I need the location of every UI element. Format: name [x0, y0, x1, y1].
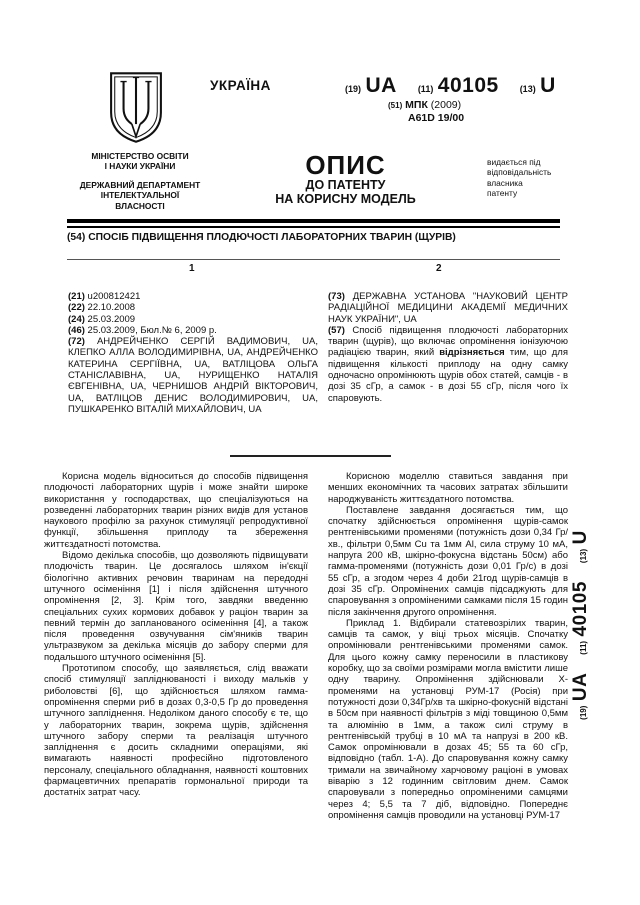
bibliographic-right-column — [328, 291, 568, 404]
description-paragraph: Приклад 1. Відбирали статевозрілих тварин, самців та самок, у віці трьох місяців. Спочатку опромінювали рентгенівськими променями самок. Для цього кожну самку переносили в пластикову коробку, що за своїми розмірами могла вмістити лише одну тварину. Опромінення здійснювали Х-променями на установці РУМ-17 (Росія) при потужності дози 0,34Гр/хв та шкірно-фокусній відстані в 50см при наявності фільтрів з міді товщиною 0,5мм та алюмінію в 1мм, а також силі струму в рентгенівській трубці в 10 мА та напрузі в 200 кВ. Самок опромінювали в дозах 45; 55 та 60 сГр, відповідно (табл. 1-А). До спаровування кожну самку тримали на звичайному харчовому раціоні в умовах віварію з 12 годинним світловим днем. Самок спаровували з попередньо опроміненими самцями через 4; 5,5 та 7 діб, відповідно. Попереднє опромінення самців проводили на установці РУМ-17 — [328, 617, 568, 821]
description-paragraph: Поставлене завдання досягається тим, що спочатку здійснюється опромінення щурів-самок рентгенівськими променями (потужність дози 0,34 Гр/хв., фільтри 0,5мм Cu та 1мм Al, сила струму 10 мА, напруга 200 кВ, шкірно-фокусна відстань 50см) або гамма-променями (потужність дози 0,01 Гр/с) в дозі 55 сГр, а згодом через 4 доби 21год щурів-самців в дозі 35 сГр. Опромінених самців підсаджують для спаровування з опроміненими самками після 15 годин після закінчення другого опромінення. — [328, 504, 568, 618]
title-underline — [67, 259, 560, 260]
application-number: (21) u200812421 — [68, 291, 141, 302]
publication-number-vertical: (11) 40105 — [570, 581, 591, 655]
ministry-name: МІНІСТЕРСТВО ОСВІТИ І НАУКИ УКРАЇНИ — [91, 151, 189, 172]
description-paragraph: Корисна модель відноситься до способів підвищення плодючості лабораторних щурів і може знайти широке використання у господарствах, що спеціалізуються на розведенні лабораторних тварин різних видів для установ наукового профілю за рахунок стимуляції репродуктивної функції, збільшення приплоду та збереження життєздатності потомства. — [44, 471, 308, 550]
publication-codes — [345, 74, 577, 98]
department-name: ДЕРЖАВНИЙ ДЕПАРТАМЕНТ ІНТЕЛЕКТУАЛЬНОЇ ВЛАСНОСТІ — [79, 180, 201, 211]
kind-code: (13) U — [519, 74, 556, 97]
ukraine-coat-of-arms-icon — [108, 71, 164, 144]
column-marker-2: 2 — [436, 263, 442, 274]
description-paragraph: Прототипом способу, що заявляється, слід вважати спосіб стимуляції запліднюваності і виходу мальків у риболовстві [6], що здійснюється шляхом гамма-опромінення сперми риб в дозах 0,3-0,5 Гр до проведення штучного запліднення. Недоліком даного способу є те, що у лабораторних тварин, зокрема щурів, здійснення штучного забору сперми та реалізація штучного запліднення є досить складними операціями, які вимагають наявності професійно підготовленого персоналу, спеціального обладнання, наявності коштовних фармацевтичних препаратів гормональної природи та достатніх затрат часу. — [44, 663, 308, 799]
abstract: (57) Спосіб підвищення плодючості лабораторних тварин (щурів), що включає опромінення іонізуючою радіацією тварин, який відрізняється тим, що для підвищення кількості приплоду на одну самку одночасно опромінюють щурів обох статей, самців - в дозі 35 сГр, а самок - в дозі 55 сГр, після чого їх спаровують. — [328, 324, 568, 404]
publication-number: (11) 40105 — [417, 74, 499, 97]
header-rule-thin — [67, 226, 560, 228]
ipc-class: A61D 19/00 — [408, 112, 465, 124]
vertical-publication-codes — [570, 495, 610, 755]
inventors-list: (72) АНДРЕЙЧЕНКО СЕРГІЙ ВАДИМОВИЧ, UA, КЛЕПКО АЛЛА ВОЛОДИМИРІВНА, UA, АНДРЕЙЧЕНКО КАТЕРИНА СЕРГІЇВНА, UA, ВАТЛІЦОВА ОЛЬГА СТАНІСЛАВІВНА, UA, НУРИЩЕНКО НАТАЛІЯ ЄВГЕНІВНА, UA, ЧЕРНИШОВ АНДРІЙ ВІКТОРОВИЧ, UA, ВАТЛІЦОВ ДЕНИС ВОЛОДИМИРОВИЧ, UA, ПУШКАРЕНКО ВІТАЛІЙ МИХАЙЛОВИЧ, UA — [68, 336, 318, 415]
country-code-vertical: (19) UA — [570, 672, 591, 720]
patent-owner: (73) ДЕРЖАВНА УСТАНОВА "НАУКОВИЙ ЦЕНТР РАДІАЦІЙНОЇ МЕДИЦИНИ АКАДЕМІЇ МЕДИЧНИХ НАУК УКРАЇНИ", UA — [328, 291, 569, 325]
country-code: (19) UA — [345, 74, 397, 97]
country-label: УКРАЇНА — [210, 78, 271, 93]
filing-date: (22) 22.10.2008 — [68, 302, 136, 314]
doc-type-line1: ОПИС — [305, 150, 386, 180]
doc-type-line2: ДО ПАТЕНТУ — [305, 178, 386, 192]
section-separator-line — [230, 455, 391, 457]
description-paragraph: Корисною моделлю ставиться завдання при менших економічних та часових затратах збільшити народжуваність життєздатного потомства. — [328, 471, 568, 505]
kind-code-vertical: (13) U — [570, 530, 591, 564]
description-right-column — [328, 471, 568, 821]
invention-title: (54) СПОСІБ ПІДВИЩЕННЯ ПЛОДЮЧОСТІ ЛАБОРАТОРНИХ ТВАРИН (ЩУРІВ) — [67, 232, 456, 243]
bibliographic-left-column — [68, 291, 318, 415]
doc-type-line3: НА КОРИСНУ МОДЕЛЬ — [275, 191, 416, 206]
effective-date: (24) 25.03.2009 — [68, 313, 136, 325]
ipc-heading: (51) МПК (2009) — [388, 99, 462, 111]
header-rule-thick — [67, 219, 560, 223]
document-type-title — [268, 151, 423, 206]
description-left-column — [44, 471, 308, 799]
publication-info: (46) 25.03.2009, Бюл.№ 6, 2009 р. — [68, 324, 217, 336]
description-paragraph: Відомо декілька способів, що дозволяють підвищувати плодючість тварин. Це досягалось шляхом ін'єкції біологічно активних речовин тваринам на передодні штучного осіменіння [1] і після здійснення штучного опромінення [2, 3]. Крім того, завдяки введенню спеціальних сухих кормових добавок у раціон тварин за певний термін до запланованого осіменіння [4], а також після проведення озвучування сім'яників тварин ультразвуком за декілька місяців до забору сперми для подальшого штучного осіменіння [5]. — [44, 550, 308, 663]
column-marker-1: 1 — [189, 263, 195, 274]
responsibility-note: видається під відповідальність власника патенту — [487, 157, 552, 198]
